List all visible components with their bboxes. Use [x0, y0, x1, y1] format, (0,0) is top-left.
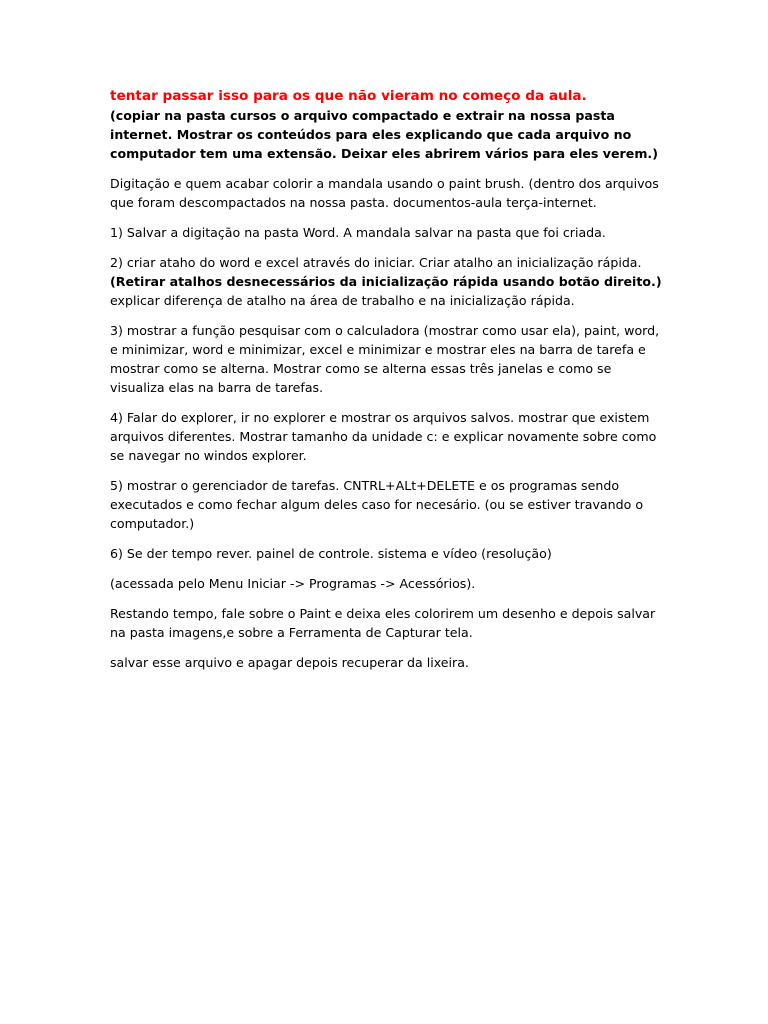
paragraph-lixeira: salvar esse arquivo e apagar depois recuperar da lixeira. — [110, 655, 469, 670]
paragraph-step-5: 5) mostrar o gerenciador de tarefas. CNTRL+ALt+DELETE e os programas sendo executados e como fechar algum deles caso for necesário. (ou se estiver travando o computador.) — [110, 478, 644, 531]
paragraph-step-2 — [110, 253, 662, 310]
paragraph-digitacao: Digitação e quem acabar colorir a mandala usando o paint brush. (dentro dos arquivos que foram descompactados na nossa pasta. documentos-aula terça-internet. — [110, 176, 659, 210]
paragraph-step-6: 6) Se der tempo rever. painel de controle. sistema e vídeo (resolução) — [110, 546, 552, 561]
paragraph-paint: Restando tempo, fale sobre o Paint e deixa eles colorirem um desenho e depois salvar na pasta imagens,e sobre a Ferramenta de Capturar tela. — [110, 606, 656, 640]
paragraph-step-4: 4) Falar do explorer, ir no explorer e mostrar os arquivos salvos. mostrar que existem arquivos diferentes. Mostrar tamanho da unidade c: e explicar novamente sobre como se navegar no windos explorer. — [110, 410, 657, 463]
step-2-text: 2) criar ataho do word e excel através do iniciar. Criar atalho an inicialização rápida. — [110, 255, 642, 270]
paragraph-step-3: 3) mostrar a função pesquisar com o calculadora (mostrar como usar ela), paint, word, e minimizar, word e minimizar, excel e minimizar e mostrar eles na barra de tarefa e mostrar como se alterna. Mostrar como se alterna essas três janelas e como se visualiza elas na barra de tarefas. — [110, 323, 660, 395]
document-title: tentar passar isso para os que não vieram no começo da aula. — [110, 88, 587, 104]
paragraph-step-1: 1) Salvar a digitação na pasta Word. A mandala salvar na pasta que foi criada. — [110, 225, 606, 240]
document-page — [110, 86, 662, 683]
step-2-text-end: explicar diferença de atalho na área de trabalho e na inicialização rápida. — [110, 293, 575, 308]
paragraph-menu-path: (acessada pelo Menu Iniciar -> Programas -> Acessórios). — [110, 576, 476, 591]
step-2-bold-text: (Retirar atalhos desnecessários da inicialização rápida usando botão direito.) — [110, 274, 662, 289]
intro-paragraph: (copiar na pasta cursos o arquivo compactado e extrair na nossa pasta internet. Mostrar os conteúdos para eles explicando que cada arquivo no computador tem uma extensão. Deixar eles abrirem vários para eles verem.) — [110, 108, 658, 161]
